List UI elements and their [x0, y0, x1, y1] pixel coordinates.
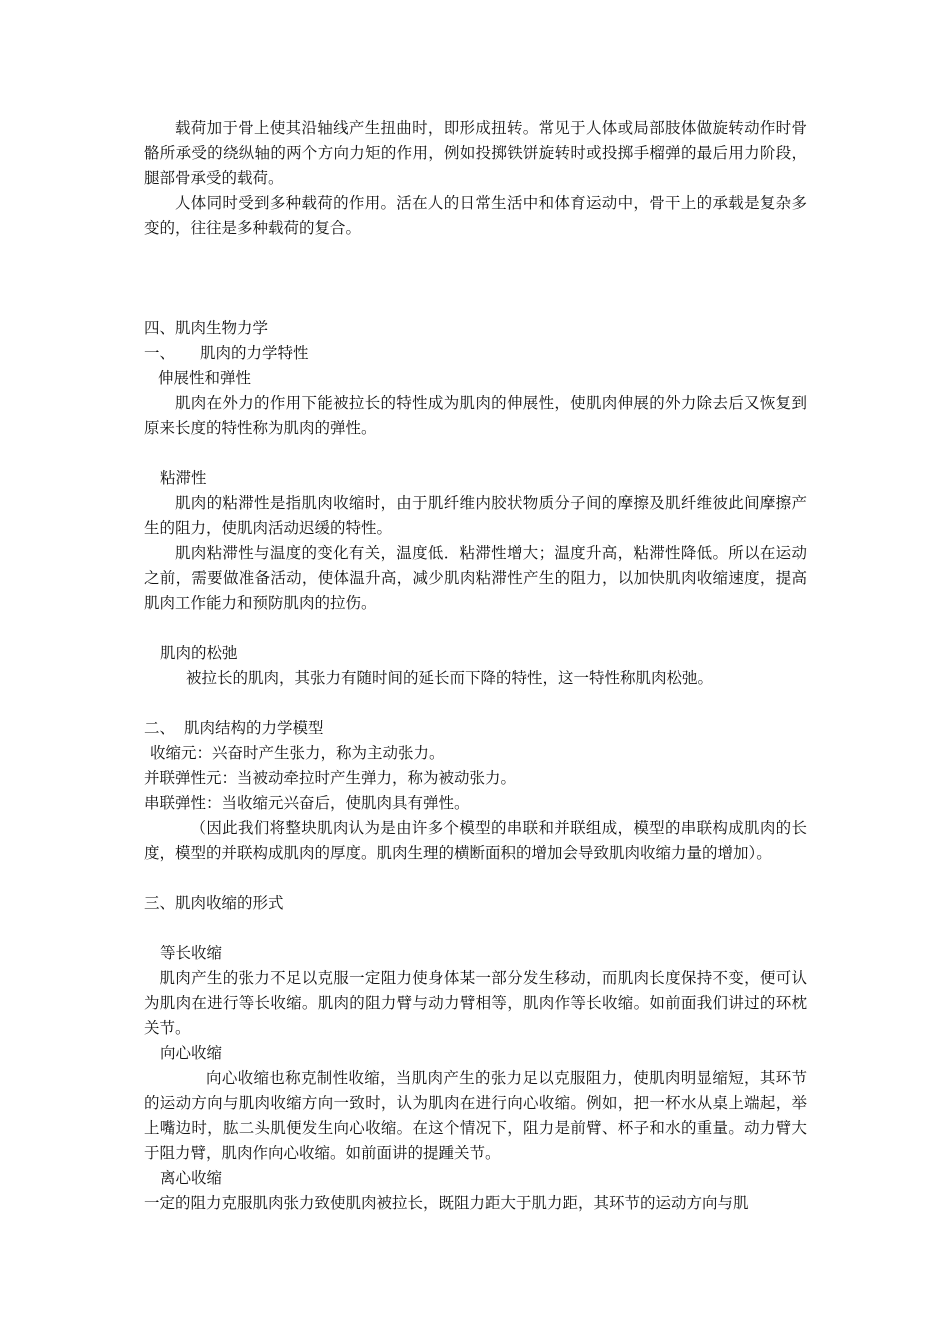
model-line-parallel: 并联弹性元：当被动牵拉时产生弹力，称为被动张力。 [144, 769, 517, 787]
subsection-3-title: 三、肌肉收缩的形式 [144, 894, 284, 912]
paragraph-elasticity: 肌肉在外力的作用下能被拉长的特性成为肌肉的伸展性，使肌肉伸展的外力除去后又恢复到原来长度的特性称为肌肉的弹性。 [144, 394, 807, 437]
spacer [144, 866, 807, 891]
subsection-1-label: 肌肉的力学特性 [200, 344, 309, 362]
subsection-2-title [144, 716, 807, 741]
heading-viscosity: 粘滞性 [160, 469, 207, 487]
spacer [144, 616, 807, 641]
section-4-title: 四、肌肉生物力学 [144, 319, 269, 337]
paragraph-viscosity-1: 肌肉的粘滞性是指肌肉收缩时，由于肌纤维内胶状物质分子间的摩擦及肌纤维彼此间摩擦产生的阻力，使肌肉活动迟缓的特性。 [144, 494, 807, 537]
heading-elasticity: 伸展性和弹性 [158, 369, 252, 387]
subsection-1-title [144, 341, 807, 366]
paragraph-concentric: 向心收缩也称克制性收缩，当肌肉产生的张力足以克服阻力，使肌肉明显缩短，其环节的运动方向与肌肉收缩方向一致时，认为肌肉在进行向心收缩。例如，把一杯水从桌上端起，举上嘴边时，肱二头肌便发生向心收缩。在这个情况下，阻力是前臂、杯子和水的重量。动力臂大于阻力臂，肌肉作向心收缩。如前面讲的提踵关节。 [144, 1069, 807, 1162]
heading-concentric: 向心收缩 [160, 1044, 223, 1062]
paragraph-torsion: 载荷加于骨上使其沿轴线产生扭曲时，即形成扭转。常见于人体或局部肢体做旋转动作时骨骼所承受的绕纵轴的两个方向力矩的作用，例如投掷铁饼旋转时或投掷手榴弹的最后用力阶段，腿部骨承受的载荷。 [144, 119, 807, 187]
spacer [144, 441, 807, 466]
document-body [144, 116, 807, 1216]
paragraph-combined-load: 人体同时受到多种载荷的作用。活在人的日常生活中和体育运动中，骨干上的承载是复杂多变的，往往是多种载荷的复合。 [144, 194, 807, 237]
spacer [144, 691, 807, 716]
subsection-1-number: 一、 [144, 344, 176, 362]
model-line-series: 串联弹性：当收缩元兴奋后，使肌肉具有弹性。 [144, 794, 470, 812]
heading-eccentric: 离心收缩 [160, 1169, 223, 1187]
spacer [144, 916, 807, 941]
spacer [144, 291, 807, 316]
paragraph-isometric: 肌肉产生的张力不足以克服一定阻力使身体某一部分发生移动，而肌肉长度保持不变，便可认为肌肉在进行等长收缩。肌肉的阻力臂与动力臂相等，肌肉作等长收缩。如前面我们讲过的环枕关节。 [144, 969, 807, 1037]
model-line-contractile: 收缩元：兴奋时产生张力，称为主动张力。 [150, 744, 445, 762]
spacer [144, 241, 807, 291]
paragraph-relaxation: 被拉长的肌肉，其张力有随时间的延长而下降的特性，这一特性称肌肉松弛。 [186, 669, 714, 687]
heading-relaxation: 肌肉的松弛 [160, 644, 238, 662]
paragraph-viscosity-2: 肌肉粘滞性与温度的变化有关，温度低．粘滞性增大；温度升高，粘滞性降低。所以在运动之前，需要做准备活动，使体温升高，减少肌肉粘滞性产生的阻力，以加快肌肉收缩速度，提高肌肉工作能力和预防肌肉的拉伤。 [144, 544, 807, 612]
paragraph-eccentric: 一定的阻力克服肌肉张力致使肌肉被拉长，既阻力距大于肌力距，其环节的运动方向与肌 [144, 1194, 749, 1212]
subsection-2-label: 肌肉结构的力学模型 [184, 719, 324, 737]
paragraph-model-note: （因此我们将整块肌肉认为是由许多个模型的串联和并联组成，模型的串联构成肌肉的长度，模型的并联构成肌肉的厚度。肌肉生理的横断面积的增加会导致肌肉收缩力量的增加）。 [144, 819, 807, 862]
subsection-2-number: 二、 [144, 719, 176, 737]
heading-isometric: 等长收缩 [160, 944, 223, 962]
